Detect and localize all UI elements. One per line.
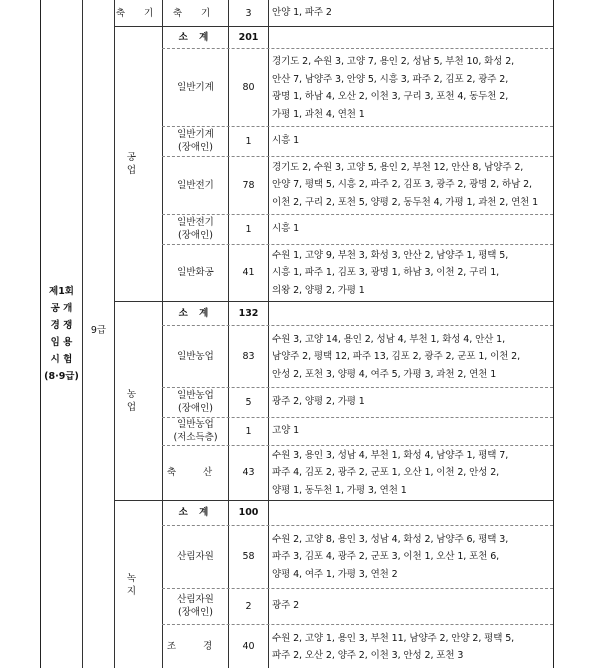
category-label: 농 업 [126, 388, 151, 413]
job-count: 1 [245, 223, 252, 235]
job-areas: 경기도 2, 수원 3, 고양 5, 용인 2, 부천 12, 안산 8, 남양주 2, 안양 7, 평택 5, 시흥 2, 파주 2, 김포 3, 광주 2, 광명 2, 하남 2, 이천 2, 구리 2, 포천 5, 양평 2, 동두천 4, 가평 1, 과천 2, 연천 1 [272, 161, 539, 208]
subtotal-count: 132 [238, 307, 259, 319]
subtotal-count: 201 [238, 31, 259, 43]
job-count: 78 [242, 179, 255, 191]
exam-title [41, 0, 82, 668]
subtotal-label: 소 계 [178, 307, 213, 319]
job-name: 일반전기 [177, 179, 214, 191]
job-count: 83 [242, 350, 255, 362]
exam-title-line: 임 용 [50, 337, 73, 348]
subtotal-label: 소 계 [178, 31, 213, 43]
job-name: 일반농업 (장애인) [177, 390, 214, 414]
exam-title-line: 시 험 [50, 354, 73, 365]
exam-title-line: 제1회 [49, 286, 74, 297]
job-areas: 시흥 1 [272, 135, 300, 147]
col-divider [268, 0, 269, 668]
exam-title-line: 경 쟁 [50, 320, 73, 331]
job-name: 일반기계 (장애인) [177, 129, 214, 153]
category-label: 축 기 [115, 7, 162, 19]
exam-title-line: 공 개 [50, 303, 73, 314]
job-name: 축 기 [172, 7, 219, 19]
job-name: 일반전기 (장애인) [177, 217, 214, 241]
job-name: 일반농업 [177, 350, 214, 362]
job-name: 조 경 [166, 640, 225, 652]
job-count: 43 [242, 467, 255, 478]
job-name: 일반농업 (저소득층) [173, 419, 218, 443]
job-areas: 시흥 1 [272, 223, 300, 235]
job-count: 3 [245, 7, 252, 19]
job-areas: 수원 2, 고양 8, 용인 3, 성남 4, 화성 2, 남양주 6, 평택 3, 파주 3, 김포 4, 광주 2, 군포 3, 이천 1, 오산 1, 포천 6, 양평 4, 여주 1, 가평 3, 연천 2 [272, 533, 509, 580]
job-count: 41 [242, 267, 255, 278]
subtotal-label: 소 계 [178, 507, 213, 518]
job-areas: 안양 1, 파주 2 [272, 7, 332, 19]
job-name: 축 산 [166, 467, 225, 478]
job-count: 58 [242, 551, 255, 562]
category-label: 녹 지 [126, 573, 151, 597]
job-areas: 고양 1 [272, 425, 300, 437]
grade-label: 9급 [90, 324, 107, 336]
job-areas: 수원 3, 고양 14, 용인 2, 성남 4, 부천 1, 화성 4, 안산 1, 남양주 2, 평택 12, 파주 13, 김포 2, 광주 2, 군포 1, 이천 2, 안성 2, 포천 3, 양평 4, 여주 5, 가평 3, 과천 2, 연천 1 [272, 333, 521, 380]
category-label: 공 업 [126, 151, 151, 176]
job-areas: 광주 2 [272, 600, 300, 612]
job-name: 산림자원 (장애인) [177, 594, 214, 618]
job-count: 40 [242, 640, 255, 652]
job-areas: 경기도 2, 수원 3, 고양 7, 용인 2, 성남 5, 부천 10, 화성 2, 안산 7, 남양주 3, 안양 5, 시흥 3, 파주 2, 김포 2, 광주 2, 광명 1, 하남 4, 오산 2, 이천 3, 구리 3, 포천 4, 동두천 2, 가평 1, 과천 4, 연천 1 [272, 56, 515, 120]
job-areas: 광주 2, 양평 2, 가평 1 [272, 396, 365, 408]
job-name: 일반기계 [177, 81, 214, 93]
job-areas: 수원 2, 고양 1, 용인 3, 부천 11, 남양주 2, 안양 2, 평택 5, 파주 2, 오산 2, 양주 2, 이천 3, 안성 2, 포천 3 [272, 632, 515, 661]
job-count: 1 [245, 135, 252, 147]
job-name: 일반화공 [177, 267, 214, 278]
job-name: 산림자원 [177, 551, 214, 562]
job-count: 2 [245, 600, 252, 612]
subtotal-count: 100 [238, 507, 259, 518]
table-border-right [553, 0, 554, 668]
job-count: 80 [242, 81, 255, 93]
job-areas: 수원 3, 용인 3, 성남 4, 부천 1, 화성 4, 남양주 1, 평택 7, 파주 4, 김포 2, 광주 2, 군포 1, 오산 1, 이천 2, 안성 2, 양평 1, 동두천 1, 가평 3, 연천 1 [272, 449, 509, 496]
job-count: 1 [245, 425, 252, 437]
exam-title-line: (8·9급) [44, 371, 79, 382]
job-areas: 수원 1, 고양 9, 부천 3, 화성 3, 안산 2, 남양주 1, 평택 5, 시흥 1, 파주 1, 김포 3, 광명 1, 하남 3, 이천 2, 구리 1, 의왕 2, 양평 2, 가평 1 [272, 249, 509, 296]
job-count: 5 [245, 396, 252, 408]
